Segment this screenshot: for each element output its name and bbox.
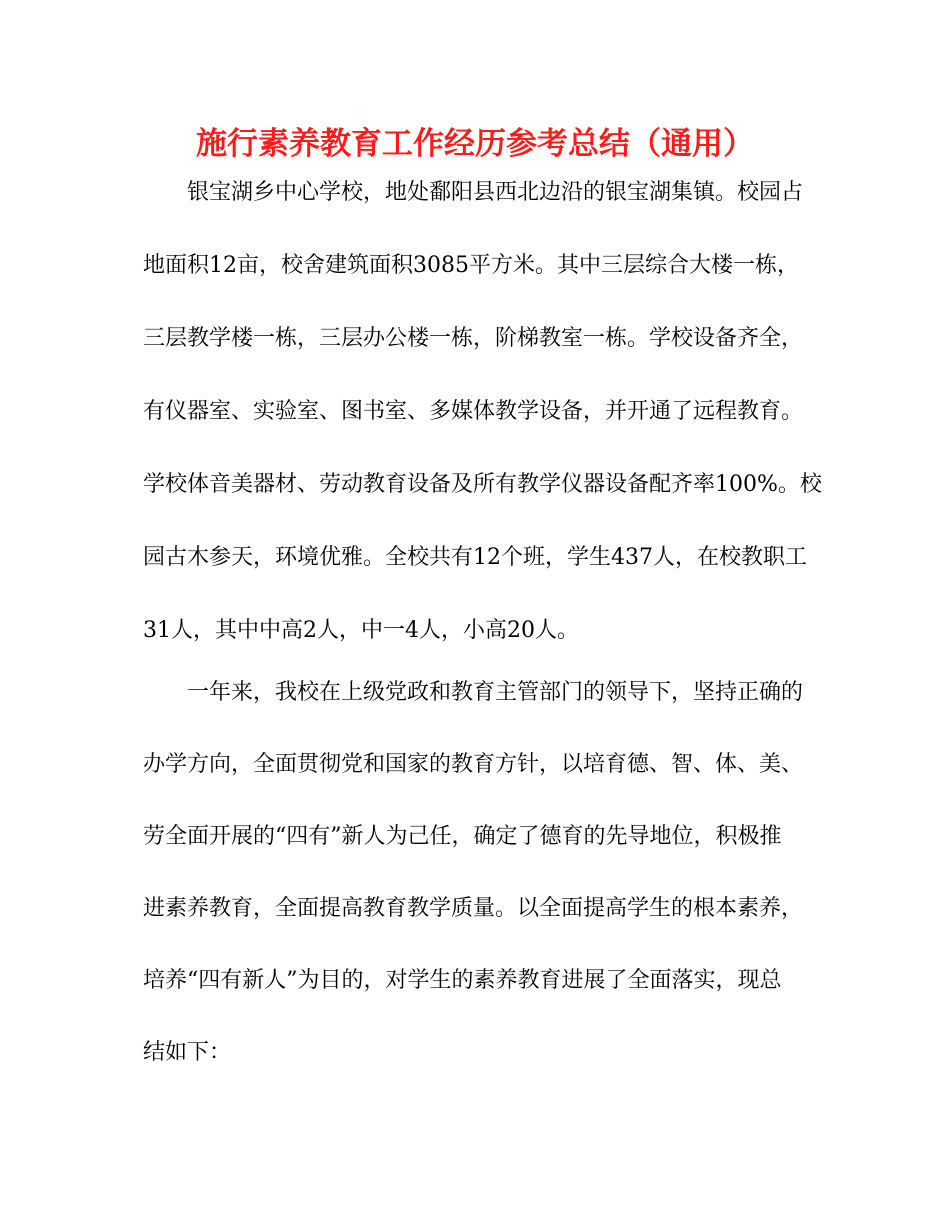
paragraph-1-line-3: 三层教学楼一栋，三层办公楼一栋，阶梯教室一栋。学校设备齐全， xyxy=(143,326,804,351)
paragraph-2-line-4: 进素养教育，全面提高教育教学质量。以全面提高学生的根本素养， xyxy=(143,896,804,921)
paragraph-2-line-3: 劳全面开展的“四有”新人为己任，确定了德育的先导地位，积极推 xyxy=(143,824,782,849)
paragraph-1-line-4: 有仪器室、实验室、图书室、多媒体教学设备，并开通了远程教育。 xyxy=(143,399,804,424)
paragraph-1-line-2: 地面积12亩，校舍建筑面积3085平方米。其中三层综合大楼一栋， xyxy=(143,253,799,278)
paragraph-2-line-5: 培养“四有新人”为目的，对学生的素养教育进展了全面落实，现总 xyxy=(143,968,782,993)
paragraph-1-line-6: 园古木参天，环境优雅。全校共有12个班，学生437人，在校教职工 xyxy=(143,545,807,570)
paragraph-2-line-6: 结如下： xyxy=(143,1040,232,1065)
paragraph-1-line-1: 银宝湖乡中心学校，地处鄱阳县西北边沿的银宝湖集镇。校园占 xyxy=(187,180,804,205)
document-title: 施行素养教育工作经历参考总结（通用） xyxy=(196,126,754,162)
paragraph-1-line-5: 学校体音美器材、劳动教育设备及所有教学仪器设备配齐率100%。校 xyxy=(143,472,822,497)
paragraph-2-line-2: 办学方向，全面贯彻党和国家的教育方针，以培育德、智、体、美、 xyxy=(143,752,804,777)
paragraph-2-line-1: 一年来，我校在上级党政和教育主管部门的领导下，坚持正确的 xyxy=(187,680,804,705)
paragraph-1-line-7: 31人，其中中高2人，中一4人，小高20人。 xyxy=(143,618,579,643)
